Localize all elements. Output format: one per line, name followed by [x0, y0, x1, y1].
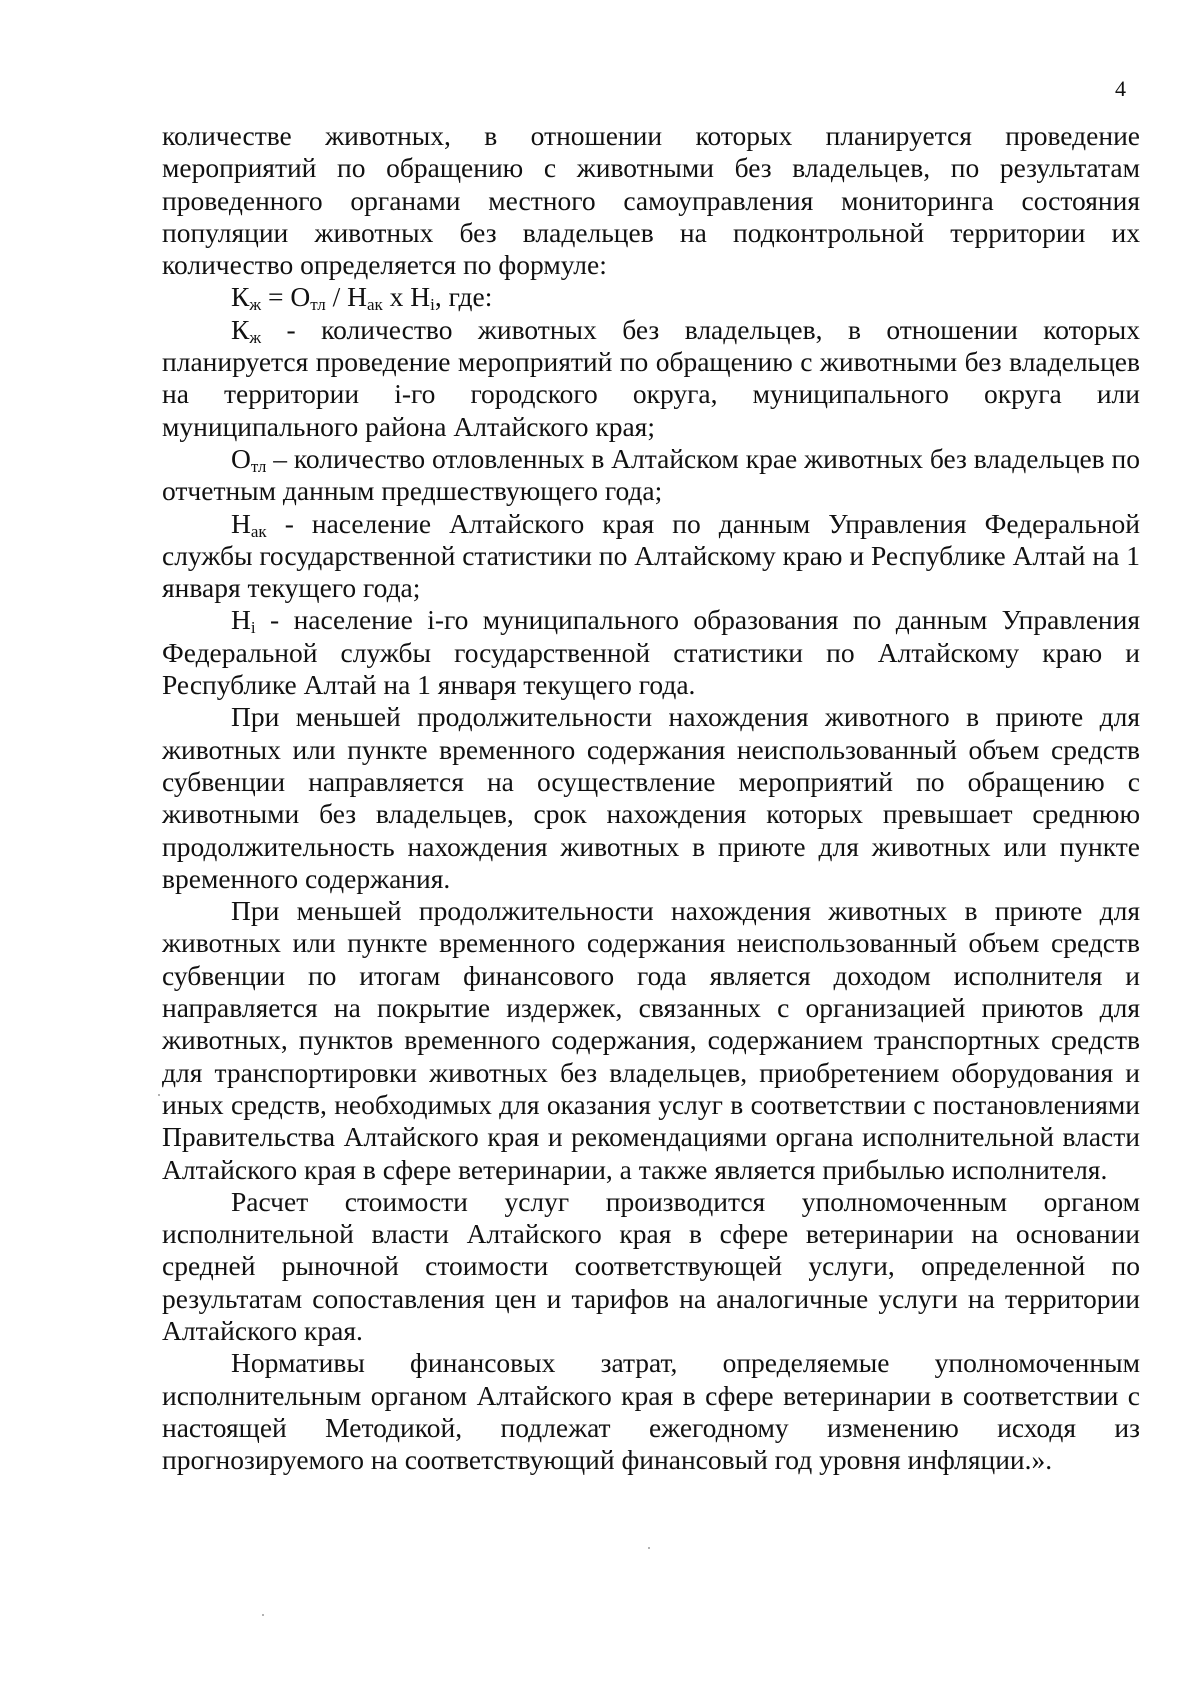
definition-otl-symbol: О: [231, 442, 251, 474]
formula-eq: = О: [261, 281, 311, 313]
formula-k-subscript: ж: [249, 295, 262, 315]
definition-nak: [162, 508, 1140, 605]
definition-otl-subscript: тл: [250, 456, 267, 476]
formula-line: [162, 281, 1140, 313]
paragraph-unused-funds-income: При меньшей продолжительности нахождения животных в приюте для животных или пункте временного содержания неиспользованный объем средств субвенции по итогам финансового года является доходом исполнителя и направляется на покрытие издержек, связанных с организацией приютов для животных, пунктов временного содержания, содержанием транспортных средств для транспортировки животных без владельцев, приобретением оборудования и иных средств, необходимых для оказания услуг в соответствии с постановлениями Правительства Алтайского края и рекомендациями органа исполнительной власти Алтайского края в сфере ветеринарии, а также является прибылью исполнителя.: [162, 895, 1140, 1185]
paragraph-cost-calculation: Расчет стоимости услуг производится уполномоченным органом исполнительной власти Алтайского края в сфере ветеринарии на основании средней рыночной стоимости соответствующей услуги, определенной по результатам сопоставления цен и тарифов на аналогичные услуги на территории Алтайского края.: [162, 1185, 1140, 1346]
definition-hi: [162, 604, 1140, 701]
scan-speck: [158, 1094, 160, 1096]
scan-speck: [262, 1614, 264, 1616]
definition-hi-text: - население i-го муниципального образования по данным Управления Федеральной службы государственной статистики по Алтайскому краю и Республике Алтай на 1 января текущего года.: [162, 604, 1140, 701]
definition-kzh-text: - количество животных без владельцев, в отношении которых планируется проведение мероприятий по обращению с животными без владельцев на территории i-го городского округа, муниципального округа или муниципального района Алтайского края;: [162, 313, 1140, 442]
formula-k: К: [231, 281, 250, 313]
formula-hi-subscript: i: [430, 295, 435, 315]
definition-nak-text: - население Алтайского края по данным Управления Федеральной службы государственной статистики по Алтайскому краю и Республике Алтай на 1 января текущего года;: [162, 507, 1140, 604]
formula-o-subscript: тл: [310, 295, 326, 315]
definition-otl-text: – количество отловленных в Алтайском крае животных без владельцев по отчетным данным предшествующего года;: [162, 442, 1141, 507]
paragraph-unused-funds-redirect: При меньшей продолжительности нахождения животного в приюте для животных или пункте временного содержания неиспользованный объем средств субвенции направляется на осуществление мероприятий по обращению с животными без владельцев, срок нахождения которых превышает среднюю продолжительность нахождения животных в приюте для животных или пункте временного содержания.: [162, 701, 1140, 894]
definition-otl: [162, 443, 1140, 508]
document-body: [162, 120, 1140, 1476]
definition-kzh-subscript: ж: [249, 327, 262, 347]
page-number: 4: [1115, 76, 1126, 101]
definition-kzh-symbol: К: [231, 313, 250, 345]
definition-nak-symbol: Н: [231, 507, 251, 539]
intro-paragraph: количестве животных, в отношении которых планируется проведение мероприятий по обращению с животными без владельцев, по результатам проведенного органами местного самоуправления мониторинга состояния популяции животных без владельцев на подконтрольной территории их количество определяется по формуле:: [162, 120, 1140, 281]
scan-speck: [648, 1547, 650, 1549]
definition-hi-subscript: i: [250, 618, 256, 638]
definition-nak-subscript: ак: [250, 521, 267, 541]
formula-times: x Н: [382, 281, 431, 313]
formula-nak-subscript: ак: [366, 295, 383, 315]
formula-div: / Н: [325, 281, 367, 313]
definition-hi-symbol: Н: [231, 604, 251, 636]
formula-tail: , где:: [434, 281, 493, 313]
definition-kzh: [162, 314, 1140, 443]
paragraph-financial-standards: Нормативы финансовых затрат, определяемые уполномоченным исполнительным органом Алтайского края в сфере ветеринарии в соответствии с настоящей Методикой, подлежат ежегодному изменению исходя из прогнозируемого на соответствующий финансовый год уровня инфляции.».: [162, 1347, 1140, 1476]
